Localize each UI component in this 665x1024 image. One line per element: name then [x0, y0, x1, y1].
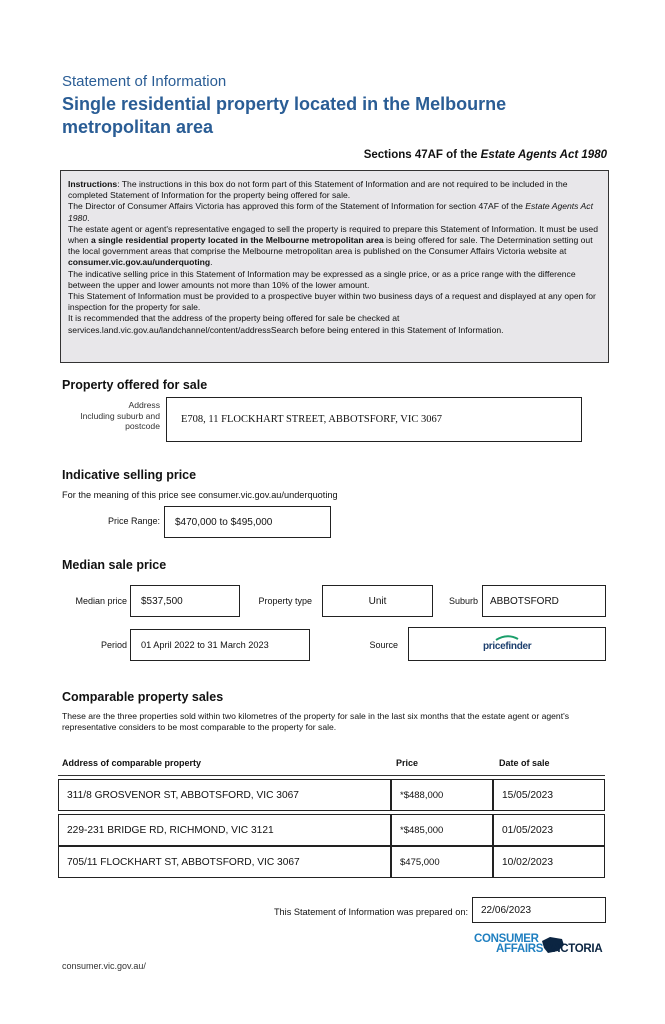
- instructions-p1: [68, 179, 602, 201]
- logo-line-consumer: CONSUMER: [474, 933, 539, 945]
- source-field[interactable]: [408, 627, 606, 661]
- instructions-p2-act: Estate Agents Act 1980: [68, 201, 593, 223]
- sections-reference: [364, 149, 607, 161]
- footer-url[interactable]: consumer.vic.gov.au/: [62, 961, 146, 971]
- sections-act: Estate Agents Act 1980: [480, 149, 607, 161]
- instructions-p3-a: The estate agent or agent's representative engaged to sell the property is required to prepare this Statement of Information. It must be used when: [68, 223, 598, 246]
- instructions-p5: This Statement of Information must be provided to a prospective buyer within two business days of a request and displayed at any open for inspection for the property for sale.: [68, 291, 596, 313]
- median-price-label: Median price: [75, 596, 127, 606]
- period-field[interactable]: 01 April 2022 to 31 March 2023: [130, 629, 310, 661]
- document-title: Single residential property located in the Melbourne metropolitan area: [62, 94, 507, 137]
- comparable-price-cell[interactable]: *$485,000: [391, 814, 493, 846]
- address-label: [62, 400, 160, 432]
- comparable-price-cell[interactable]: $475,000: [391, 846, 493, 878]
- table-row: [58, 846, 605, 878]
- table-row: [58, 779, 605, 811]
- col-header-address: Address of comparable property: [62, 758, 202, 768]
- instructions-p2-end: .: [87, 212, 90, 223]
- instructions-p2-text: The Director of Consumer Affairs Victoria has approved this form of the Statement of Information for section 47AF of the: [68, 201, 526, 212]
- comparable-address-cell[interactable]: 311/8 GROSVENOR ST, ABBOTSFORD, VIC 3067: [58, 779, 391, 811]
- instructions-p3-bold: a single residential property located in the Melbourne metropolitan area: [90, 235, 384, 246]
- comparable-date-cell[interactable]: 10/02/2023: [493, 846, 605, 878]
- col-header-price: Price: [396, 758, 419, 768]
- median-price-field[interactable]: $537,500: [130, 585, 240, 617]
- comparable-note: These are the three properties sold within two kilometres of the property for sale in the last six months that the estate agent or agent's representative considers to be most comparable to the property for sale.: [62, 711, 570, 732]
- property-type-label: Property type: [258, 596, 312, 606]
- source-label: Source: [369, 640, 398, 650]
- logo-line-affairs: AFFAIRS: [496, 943, 544, 955]
- comparable-section-title: Comparable property sales: [62, 690, 224, 704]
- underquoting-link[interactable]: consumer.vic.gov.au/underquoting: [68, 257, 211, 268]
- instructions-p4: The indicative selling price in this Statement of Information may be expressed as a single price, or as a price range with the difference between the upper and lower amounts not more than 10% of the lower amount.: [68, 268, 576, 290]
- document-kicker: Statement of Information: [62, 73, 227, 90]
- pricefinder-logo: [477, 635, 537, 653]
- comparable-address-cell[interactable]: 229-231 BRIDGE RD, RICHMOND, VIC 3121: [58, 814, 391, 846]
- col-header-date: Date of sale: [499, 758, 550, 768]
- instructions-p6: It is recommended that the address of the property being offered for sale be checked at services.land.vic.gov.au/landchannel/content/addressSearch before being entered in this Statement of Information.: [68, 313, 504, 335]
- prepared-on-field[interactable]: 22/06/2023: [472, 897, 606, 923]
- property-section-title: Property offered for sale: [62, 378, 208, 392]
- instructions-box: [60, 170, 609, 363]
- instructions-p3-end: .: [210, 257, 213, 268]
- comparable-date-cell[interactable]: 01/05/2023: [493, 814, 605, 846]
- prepared-on-label: This Statement of Information was prepared on:: [273, 907, 468, 917]
- comparable-price-cell[interactable]: *$488,000: [391, 779, 493, 811]
- instructions-p3: [68, 224, 602, 269]
- property-type-field[interactable]: Unit: [322, 585, 433, 617]
- indicative-section-title: Indicative selling price: [62, 468, 197, 482]
- suburb-label: Suburb: [448, 596, 478, 606]
- price-range-label: Price Range:: [107, 516, 160, 526]
- pricefinder-wordmark: pricefinder: [483, 641, 532, 652]
- address-label-line1: Address: [128, 400, 160, 410]
- instructions-p1-text: : The instructions in this box do not form part of this Statement of Information and are not required to be included in the completed Statement of Information for the property being offered for sale.: [68, 179, 568, 201]
- logo-line-victoria: VICTORIA: [550, 943, 603, 955]
- address-label-line2: Including suburb and: [80, 410, 160, 421]
- comparable-address-cell[interactable]: 705/11 FLOCKHART ST, ABBOTSFORD, VIC 3067: [58, 846, 391, 878]
- sections-prefix: Sections 47AF of the: [363, 149, 478, 161]
- instructions-lead: Instructions: [68, 179, 118, 189]
- price-range-field[interactable]: $470,000 to $495,000: [164, 506, 331, 538]
- comparable-date-cell[interactable]: 15/05/2023: [493, 779, 605, 811]
- table-header-rule: [58, 775, 605, 776]
- indicative-note: For the meaning of this price see consumer.vic.gov.au/underquoting: [62, 490, 338, 500]
- consumer-affairs-victoria-logo: [472, 932, 612, 960]
- address-field[interactable]: E708, 11 FLOCKHART STREET, ABBOTSFORF, VIC 3067: [166, 397, 582, 442]
- period-label: Period: [100, 640, 127, 650]
- median-section-title: Median sale price: [62, 558, 167, 572]
- address-label-line3: postcode: [125, 421, 160, 431]
- suburb-field[interactable]: ABBOTSFORD: [482, 585, 606, 617]
- instructions-p2: [68, 201, 602, 223]
- table-row: [58, 814, 605, 846]
- instructions-p3-b: is being offered for sale. The Determination setting out the local government areas that comprise the Melbourne metropolitan area is published on the Consumer Affairs Victoria website at: [68, 235, 593, 257]
